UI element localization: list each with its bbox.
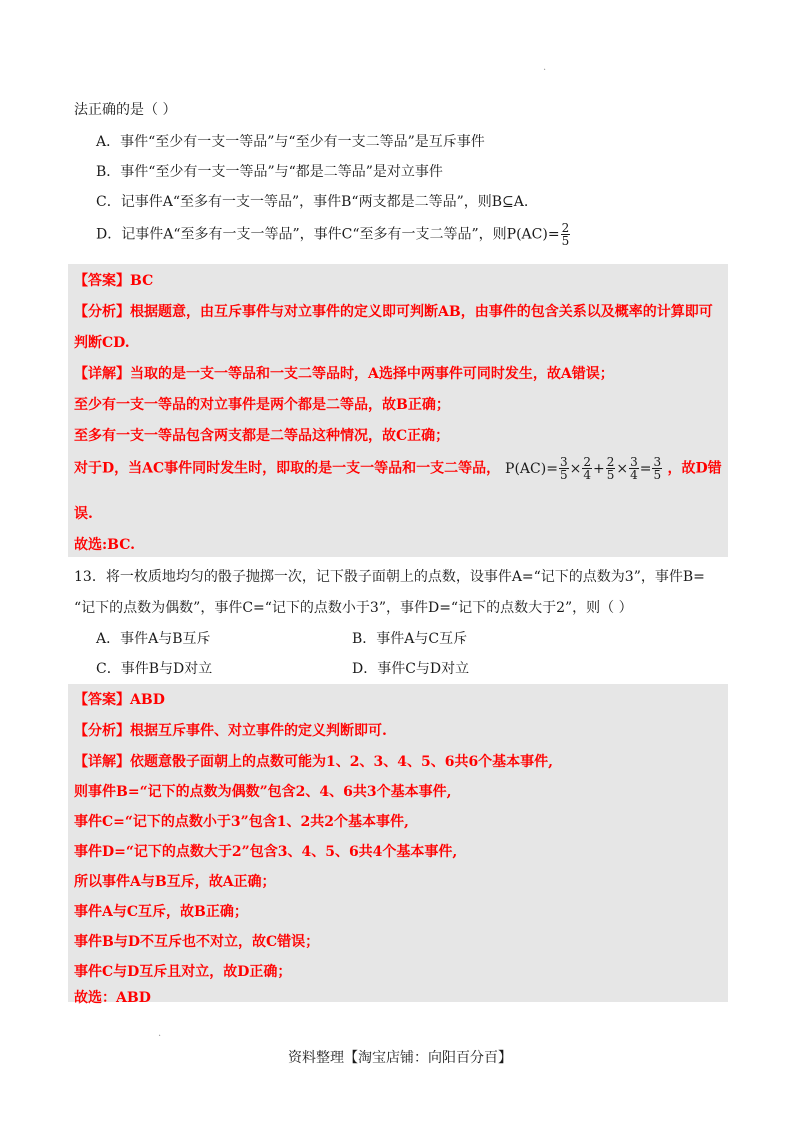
q13-stem-line1: 13．将一枚质地均匀的骰子抛掷一次，记下骰子面朝上的点数，设事件A=“记下的点数为3”，事件B= (74, 569, 705, 585)
fraction-numerator: 2 (606, 455, 615, 469)
fraction-numerator: 3 (630, 455, 638, 469)
fraction-5 (652, 456, 662, 481)
q13-detail-line4: 事件D=“记下的点数大于2”包含3、4、5、6共4个基本事件, (74, 844, 458, 860)
fraction-4 (629, 456, 639, 481)
fraction-2 (582, 456, 592, 481)
q12-option-b: B．事件“至少有一支一等品”与“都是二等品”是对立事件 (96, 164, 443, 180)
fraction-denominator: 4 (583, 468, 591, 482)
fraction-numerator: 2 (561, 221, 570, 235)
q12-choice: 故选:BC. (74, 537, 136, 553)
q13-choice: 故选：ABD (74, 990, 151, 1006)
q12-detail-line4-post: ，故D错 (667, 460, 722, 477)
q13-option-a: A．事件A与B互斥 (96, 631, 211, 647)
fraction-numerator: 3 (653, 455, 662, 469)
q12-option-d-fraction (561, 222, 571, 247)
q13-detail-line6: 事件A与C互斥，故B正确； (74, 904, 248, 920)
fraction-denominator: 5 (606, 468, 615, 482)
q13-detail-line8: 事件C与D互斥且对立，故D正确； (74, 964, 292, 980)
q12-option-a: A．事件“至少有一支一等品”与“至少有一支二等品”是互斥事件 (96, 134, 485, 150)
q12-detail-line2: 至少有一支一等品的对立事件是两个都是二等品，故B正确； (74, 397, 450, 413)
q12-option-c: C．记事件A“至多有一支一等品”，事件B“两支都是二等品”，则B⊆A. (96, 194, 529, 210)
q12-tail: 法正确的是（ ） (74, 102, 177, 118)
top-mark: . (543, 62, 547, 73)
q13-answer: 【答案】ABD (74, 692, 165, 708)
fraction-denominator: 5 (559, 468, 568, 482)
q12-analysis-line2: 判断CD. (74, 335, 130, 351)
fraction-denominator: 5 (653, 468, 662, 482)
q13-detail-line1: 【详解】依题意骰子面朝上的点数可能为1、2、3、4、5、6共6个基本事件, (74, 754, 554, 770)
q12-detail-line5: 误. (74, 506, 93, 522)
q12-answer: 【答案】BC (74, 273, 154, 289)
q13-option-d: D．事件C与D对立 (352, 661, 470, 677)
bottom-mark: . (158, 1028, 162, 1039)
fraction-numerator: 2 (583, 455, 591, 469)
q13-detail-line5: 所以事件A与B互斥，故A正确； (74, 874, 276, 890)
page-footer: 资料整理【淘宝店铺：向阳百分百】 (288, 1050, 512, 1066)
q13-detail-line2: 则事件B=“记下的点数为偶数”包含2、4、6共3个基本事件, (74, 784, 452, 800)
q13-analysis: 【分析】根据互斥事件、对立事件的定义判断即可. (74, 723, 387, 739)
q13-detail-line3: 事件C=“记下的点数小于3”包含1、2共2个基本事件, (74, 814, 409, 830)
fraction-numerator: 3 (559, 455, 568, 469)
q12-detail-line4-pre: 对于D，当AC事件同时发生时，即取的是一支一等品和一支二等品， (74, 460, 501, 477)
q12-detail-line3: 至多有一支一等品包含两支都是二等品这种情况，故C正确； (74, 428, 450, 444)
q12-probability-formula: P(AC)= $\frac{3}{5}$ × $\frac{2}{4}$ + $\frac{2}{5}$ × $\frac{3}{4}$ = $\frac{3}{5}$ (505, 455, 662, 482)
q12-analysis-line1: 【分析】根据题意，由互斥事件与对立事件的定义即可判断AB，由事件的包含关系以及概率的计算即可 (74, 304, 713, 320)
fraction-3 (606, 456, 616, 481)
formula-left: P(AC)= (505, 460, 558, 477)
fraction-denominator: 4 (630, 468, 638, 482)
fraction-denominator: 5 (561, 234, 570, 248)
q12-option-d-text: D．记事件A“至多有一支一等品”，事件C“至多有一支二等品”，则P(AC)= (96, 226, 560, 243)
q12-option-d (96, 222, 571, 247)
q13-option-b: B．事件A与C互斥 (352, 631, 468, 647)
fraction-1 (559, 456, 569, 481)
q12-detail-line4 (74, 456, 722, 481)
q13-stem-line2: “记下的点数为偶数”，事件C=“记下的点数小于3”，事件D=“记下的点数大于2”，则（ ） (74, 600, 633, 616)
q13-option-c: C．事件B与D对立 (96, 661, 213, 677)
q13-detail-line7: 事件B与D不互斥也不对立，故C错误； (74, 934, 320, 950)
q12-detail-line1: 【详解】当取的是一支一等品和一支二等品时，A选择中两事件可同时发生，故A错误； (74, 366, 614, 382)
